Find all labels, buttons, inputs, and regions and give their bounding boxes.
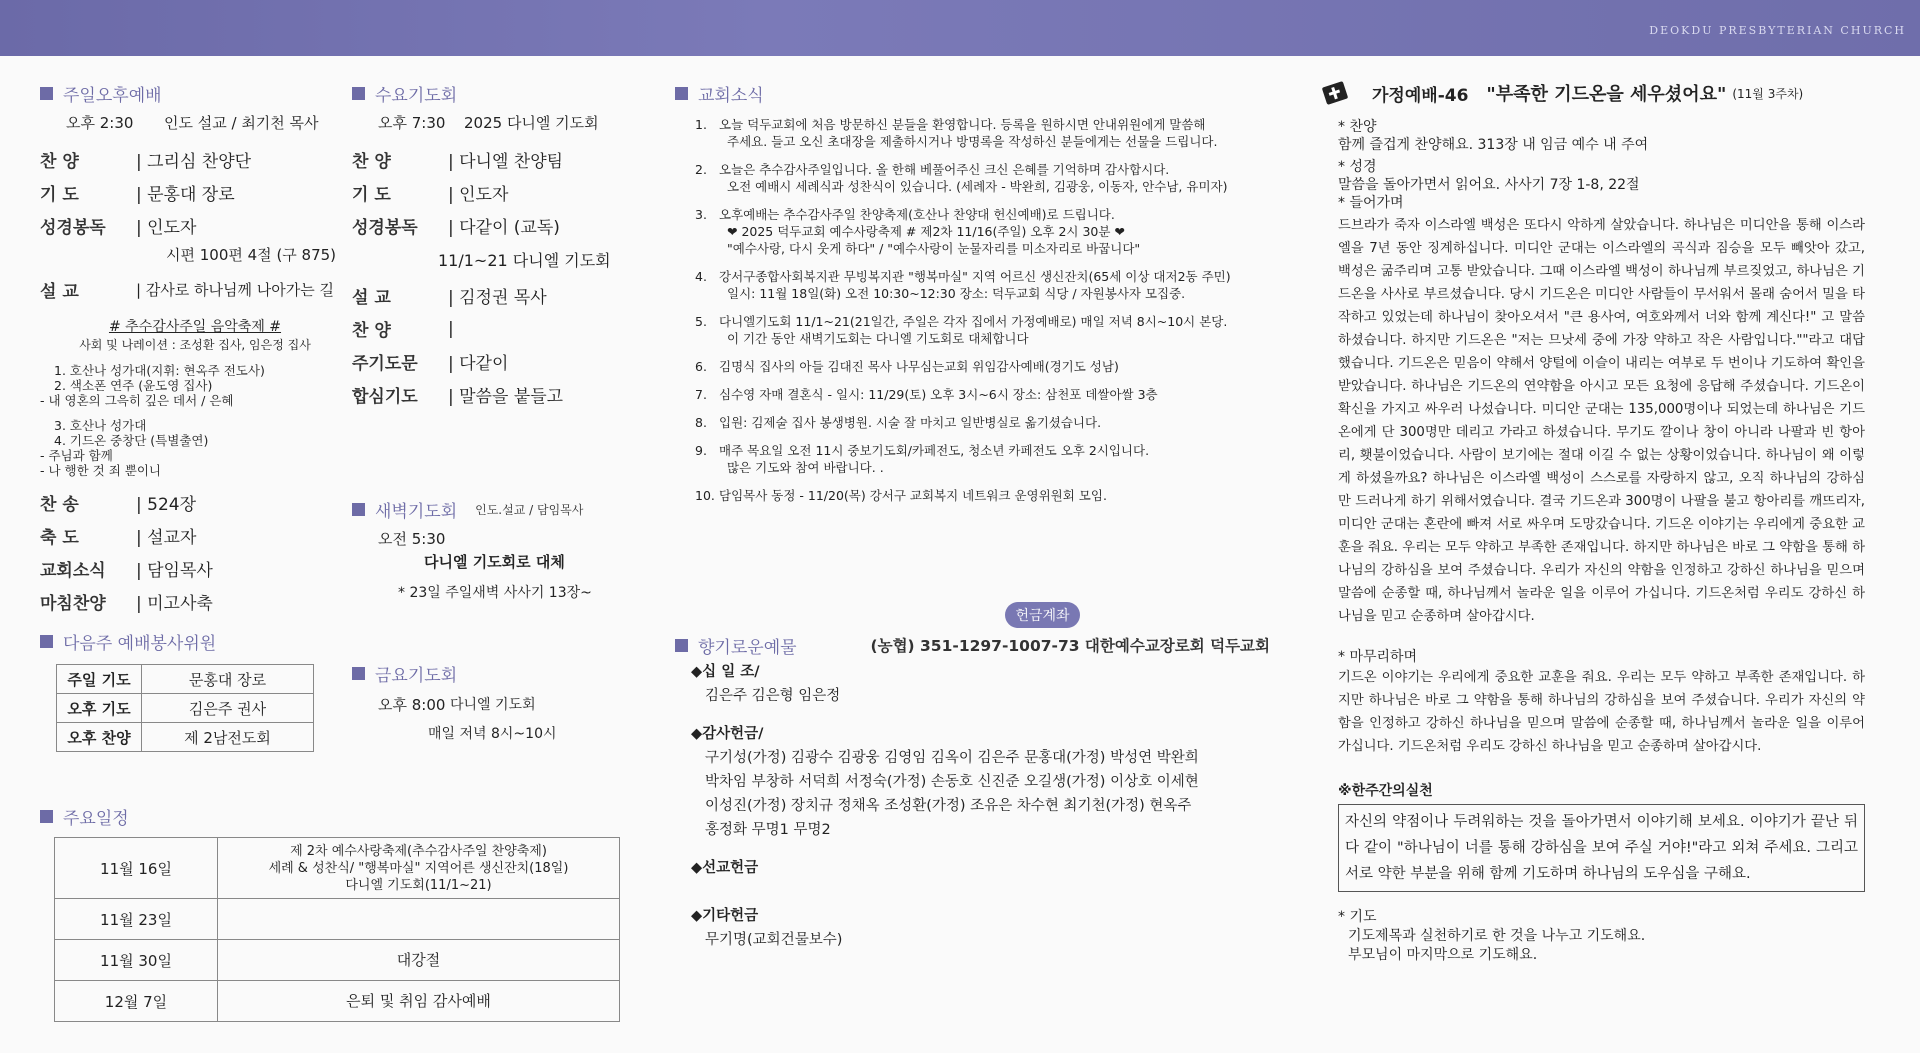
notice-item [695,206,1270,257]
schedule-desc [218,940,620,981]
family-title: 가정예배-46 [1372,85,1469,106]
order-label: 찬 양 [352,152,391,172]
square-icon [675,639,688,652]
offering-heading: ◆십 일 조/ [691,664,760,680]
offering-names: 이성진(가정) 장치규 정채옥 조성환(가정) 조유은 차수현 최기천(가정) 현옥주 [705,798,1192,814]
notice-number: 8. [695,415,707,430]
schedule-date: 12월 7일 [55,981,218,1022]
table-row [55,940,620,981]
order-row [352,279,652,312]
servers-table [56,664,314,752]
schedule-line: 다니엘 기도회(11/1~21) [345,877,492,893]
offering-names: 구기성(가정) 김광수 김광웅 김영임 김옥이 김은주 문홍대(가정) 박성연 박완희 [705,750,1199,766]
notice-number: 7. [695,387,707,402]
schedule-line: 세례 & 성찬식/ "행복마실" 지역어른 생신잔치(18일) [268,860,569,876]
notice-item [695,161,1270,195]
section-header: 다음주 예배봉사위원 [40,630,350,652]
schedule-date: 11월 30일 [55,940,218,981]
service-time: 오후 7:30 [378,114,446,132]
offering-names: 박차임 부창하 서덕희 서정숙(가정) 손동호 신진준 오길생(가정) 이상호 이세현 [705,774,1199,790]
schedule-line: 은퇴 및 취임 감사예배 [346,991,491,1010]
order-row [352,209,652,242]
festival-line [40,408,350,418]
role-name: 오후 찬양 [57,723,142,752]
schedule-line: 대강절 [396,950,441,969]
order-row [352,378,652,411]
order-label: 교회소식 [40,561,106,581]
festival-line: - 주님과 함께 [40,448,113,463]
offering-heading: ◆감사헌금/ [691,726,764,742]
order-row [40,143,350,176]
order-value: | 다니엘 찬양팀 [448,152,564,172]
notice-body [713,313,1227,347]
order-value: | 말씀을 붙들고 [448,387,564,407]
church-name: DEOKDU PRESBYTERIAN CHURCH [1649,24,1906,37]
section-header: 주일오후예배 [40,82,350,104]
notice-number: 3. [695,207,707,222]
offering-group [691,856,1270,880]
notice-body [713,386,1158,403]
notice-line: 심수영 자매 결혼식 - 일시: 11/29(토) 오후 3시~6시 장소: 삼천포 데쌀아쌀 3층 [719,387,1158,402]
order-value: | [448,318,454,339]
square-icon [352,87,365,100]
notice-number: 9. [695,443,707,458]
order-list [352,279,652,411]
server-name: 제 2남전도회 [142,723,314,752]
order-row [40,486,350,519]
notice-list [695,116,1270,504]
top-banner [0,0,1920,56]
order-value: | 인도자 [136,218,197,238]
server-name: 문홍대 장로 [142,665,314,694]
table-row [55,899,620,940]
service-time: 오전 5:30 [378,530,446,548]
notice-item [695,116,1270,150]
festival-title: # 추수감사주일 음악축제 # [108,319,282,335]
notices-section [675,82,1270,515]
order-label: 기 도 [352,185,391,205]
bible-heading: * 성경 [1338,159,1377,175]
order-value: | 그리심 찬양단 [136,152,252,172]
order-value: | 인도자 [448,185,509,205]
praise-text: 함께 즐겁게 찬양해요. 313장 내 임금 예수 내 주여 [1338,137,1649,153]
order-value: | 감사로 하나님께 나아가는 길 [136,281,335,299]
square-icon [40,810,53,823]
bible-text: 말씀을 돌아가면서 읽어요. 사사기 7장 1-8, 22절 [1338,177,1640,193]
table-row [57,694,314,723]
closing-order [40,486,350,618]
offering-heading: ◆기타헌금 [691,908,759,924]
order-label: 찬 양 [352,321,391,341]
notice-line: 일시: 11월 18일(화) 오전 10:30~12:30 장소: 덕두교회 식당 / 자원봉사자 모집중. [727,286,1186,301]
order-label: 합심기도 [352,387,418,407]
notice-item [695,268,1270,302]
notice-line: 오늘은 추수감사주일입니다. 올 한해 베풀어주신 크신 은혜를 기억하며 감사합시다. [719,162,1170,177]
bank-account: (농협) 351-1297-1007-73 대한예수교장로회 덕두교회 [870,637,1270,655]
table-row [57,723,314,752]
section-header: 금요기도회 [352,662,652,684]
notice-line: 김명식 집사의 아들 김대진 목사 나무심는교회 위임감사예배(경기도 성남) [719,359,1119,374]
schedule-desc [218,899,620,940]
service-event: 2025 다니엘 기도회 [464,114,599,132]
offering-names: 무기명(교회건물보수) [705,932,843,948]
role-name: 오후 기도 [57,694,142,723]
square-icon [40,635,53,648]
notice-item [695,358,1270,375]
notice-body [713,206,1140,257]
festival-line: 2. 색소폰 연주 (윤도영 집사) [54,378,213,393]
sunday-pm-section [40,82,350,618]
order-row [352,143,652,176]
notice-body [713,161,1227,195]
notice-number: 1. [695,117,707,132]
order-value: | 다같이 [448,354,509,374]
festival-line: - 내 영혼의 그윽히 깊은 데서 / 은혜 [40,393,234,408]
order-row [40,519,350,552]
schedule-date: 11월 16일 [55,838,218,899]
family-theme: "부족한 기드온을 세우셨어요" [1486,84,1727,105]
schedule-section [40,805,620,1022]
notice-line: 입원: 김제술 집사 봉생병원. 시술 잘 마치고 일반병실로 옮기셨습니다. [719,415,1102,430]
sermon-row [40,273,350,306]
order-label: 설 교 [40,282,79,302]
section-header: 새벽기도회 인도.설교 / 담임목사 [352,498,652,520]
notice-line: 오전 예배시 세례식과 성찬식이 있습니다. (세례자 - 박완희, 김광웅, 이동자, 안수남, 유미자) [727,179,1228,194]
order-row [40,209,350,242]
table-row [55,981,620,1022]
practice-heading: ※한주간의실천 [1338,783,1433,799]
order-value: | 524장 [136,495,197,515]
notice-body [713,268,1231,302]
notice-item [695,386,1270,403]
family-week: (11월 3주차) [1732,86,1804,101]
order-label: 찬 양 [40,152,79,172]
notice-item [695,442,1270,476]
festival-host: 사회 및 나레이션 : 조성환 집사, 임은정 집사 [79,338,311,352]
order-row [40,176,350,209]
notice-line: 오후예배는 추수감사주일 찬양축제(호산나 찬양대 헌신예배)로 드립니다. [719,207,1115,222]
notice-line: 이 기간 동안 새벽기도회는 다니엘 기도회로 대체합니다 [727,331,1029,346]
enter-heading: * 들어가며 [1338,195,1404,211]
section-header: 교회소식 [675,82,1270,104]
notice-body [713,116,1217,150]
festival-line: 3. 호산나 성가대 [54,418,147,433]
order-value: | 미고사축 [136,594,213,614]
dawn-note: * 23일 주일새벽 사사기 13장~ [398,585,592,601]
order-row [352,312,652,345]
service-time: 오후 2:30 [66,114,134,132]
order-value: | 문홍대 장로 [136,185,235,205]
order-label: 기 도 [40,185,79,205]
dawn-line: 다니엘 기도회로 대체 [424,553,565,571]
schedule-desc [218,981,620,1022]
section-header: 수요기도회 [352,82,652,104]
notice-number: 4. [695,269,707,284]
friday-line2: 매일 저녁 8시~10시 [428,726,557,742]
dawn-section [352,498,652,602]
practice-box: 자신의 약점이나 두려워하는 것을 돌아가면서 이야기해 보세요. 이야기가 끝난 뒤 다 같이 "하나님이 너를 통해 강하심을 보여 주실 거야!"라고 외쳐 주세요. 그리고 서로 약한 부분을 위해 함께 기도하며 하나님의 도우심을 구해요. [1338,804,1865,892]
prayer-line1: 기도제목과 실천하기로 한 것을 나누고 기도해요. [1348,928,1646,944]
order-value: | 다같이 (교독) [448,218,560,238]
offering-names: 김은주 김은형 임은정 [705,688,841,704]
reading-note: 11/1~21 다니엘 기도회 [438,251,611,270]
order-row [352,176,652,209]
notice-body [713,442,1149,476]
offering-list [691,660,1270,952]
festival-line: 4. 기드온 중창단 (특별출연) [54,433,209,448]
order-label: 찬 송 [40,495,79,515]
notice-body [713,414,1101,431]
notice-item [695,487,1270,504]
notice-line: 매주 목요일 오전 11시 중보기도회/카페전도, 청소년 카페전도 오후 2시입니다. [719,443,1150,458]
order-label: 축 도 [40,528,79,548]
square-icon [352,503,365,516]
notice-line: 담임목사 동정 - 11/20(목) 강서구 교회복지 네트워크 운영위원회 모임. [719,488,1107,503]
schedule-desc [218,838,620,899]
order-list [40,143,350,242]
festival-line: 1. 호산나 성가대(지휘: 현옥주 전도사) [54,363,265,378]
dawn-leader: 인도.설교 / 담임목사 [475,502,584,517]
notice-item [695,313,1270,347]
order-row [40,585,350,618]
festival-line: - 나 행한 것 죄 뿐이니 [40,463,161,478]
friday-section [352,662,652,743]
notice-line: 많은 기도와 참여 바랍니다. . [727,460,884,475]
table-row [57,665,314,694]
scripture-ref: 시편 100편 4절 (구 875) [166,246,337,264]
order-label: 마침찬양 [40,594,106,614]
order-list [352,143,652,242]
prayer-heading: * 기도 [1338,909,1377,925]
section-header: 주요일정 [40,805,620,827]
bible-icon [1320,78,1354,108]
order-row [352,345,652,378]
square-icon [352,667,365,680]
order-label: 설 교 [352,288,391,308]
server-name: 김은주 권사 [142,694,314,723]
notice-line: "예수사랑, 다시 웃게 하다" / "예수사랑이 눈물자리를 미소자리로 바꿉니다" [727,241,1141,256]
offering-names: 홍정화 무명1 무명2 [705,822,831,838]
notice-line: 다니엘기도회 11/1~21(21일간, 주일은 각자 집에서 가정예배로) 매일 저녁 8시~10시 본당. [719,314,1228,329]
notice-line: 주세요. 들고 오신 초대장을 제출하시거나 방명록을 작성하신 분들에게는 선물을 드립니다. [727,134,1218,149]
account-pill: 헌금계좌 [1005,602,1079,628]
notice-number: 5. [695,314,707,329]
notice-line: ❤ 2025 덕두교회 예수사랑축제 # 제2차 11/16(주일) 오후 2시 30분 ❤ [727,224,1125,239]
schedule-line: 제 2차 예수사랑축제(추수감사주일 찬양축제) [290,843,547,859]
wednesday-section [352,82,652,411]
friday-line1: 다니엘 기도회 [450,697,536,713]
role-name: 주일 기도 [57,665,142,694]
enter-text: 드브라가 죽자 이스라엘 백성은 또다시 악하게 살았습니다. 하나님은 미디안을 통해 이스라엘을 7년 동안 징계하십니다. 미디안 군대는 이스라엘의 곡식과 짐승을 모두 빼앗아 갔고, 백성은 굶주리며 고통 받았습니다. 그때 이스라엘 백성이 하나님께 부르짖었고, 하나님은 기드온을 사사로 부르셨습니다. 당시 기드온은 미디안 사람들이 무서워서 몰래 숨어서 밀을 타작하고 있었는데 하나님이 찾아오셔서 "큰 용사여, 여호와께서 너와 함께 계신다!" 고 말씀하셨습니다. 하지만 기드온은 "저는 므낫세 중에 가장 약하고 작은 사람입니다.""라고 대답했습니다. 기드온은 믿음이 약해서 양털에 이슬이 내리는 여부로 두 번이나 기도하여 확인을 받았습니다. 하나님은 기드온의 연약함을 아시고 모든 요청에 응답해 주셨습니다. 기드온이 확신을 가지고 싸우러 나섰습니다. 미디안 군대는 135,000명이나 되었는데 하나님은 기드온에게 단 300명만 데리고 가라고 하셨습니다. 무기도 깔이나 창이 아니라 나팔과 빈 항아리, 횃불이었습니다. 사람이 보기에는 절대 이길 수 없는 상황이었습니다. 하나님이 왜 이렇게 하셨을까요? 하나님은 이스라엘 백성이 스스로를 자랑하지 않고, 오직 하나님의 강하심만 드러나게 하기 위해서였습니다. 결국 기드온과 300명이 나팔을 불고 항아리를 깨뜨리자, 미디안 군대는 혼란에 빠져 서로 싸우며 도망갔습니다. 기드온 이야기는 우리에게 중요한 교훈을 줘요. 우리는 모두 약하고 부족한 존재입니다. 하지만 하나님은 바로 그 약함을 통해 하나님의 강하심을 보여 주셨습니다. 우리가 자신의 약함을 인정하고 강하신 하나님을 믿으며 말씀에 순종할 때, 하나님께서 놀라운 일을 이루어 가십니다. 기드온처럼 우리도 강하신 하나님을 믿고 순종하며 살아갑시다. [1338,218,1865,624]
service-time: 오후 8:00 [378,696,446,714]
square-icon [40,87,53,100]
notice-body [713,358,1119,375]
order-value: | 담임목사 [136,561,213,581]
offering-section [675,602,1270,966]
notice-number: 6. [695,359,707,374]
next-week-section [40,630,350,752]
family-worship-section [1320,78,1865,965]
offering-heading: ◆선교헌금 [691,860,759,876]
order-label: 주기도문 [352,354,418,374]
notice-line: 강서구종합사회복지관 무빙복지관 "행복마실" 지역 어르신 생신잔치(65세 이상 대저2동 주민) [719,269,1231,284]
schedule-date: 11월 23일 [55,899,218,940]
festival-program [40,363,350,478]
offering-group [691,722,1270,842]
close-heading: * 마무리하며 [1338,649,1418,665]
square-icon [675,87,688,100]
notice-number: 10. [695,488,715,503]
notice-item [695,414,1270,431]
prayer-line2: 부모님이 마지막으로 기도해요. [1348,947,1538,963]
close-text: 기드온 이야기는 우리에게 중요한 교훈을 줘요. 우리는 모두 약하고 부족한 존재입니다. 하지만 하나님은 바로 그 약함을 통해 하나님의 강하심을 보여 주셨습니다. 우리가 자신의 약함을 인정하고 강하신 하나님을 믿으며 말씀에 순종할 때, 하나님께서 놀라운 일을 이루어 가십니다. 기드온처럼 우리도 강하신 하나님을 믿고 순종하며 살아갑시다. [1338,670,1865,754]
schedule-table [54,837,620,1022]
order-label: 성경봉독 [352,218,418,238]
order-value: | 설교자 [136,528,197,548]
offering-group [691,904,1270,952]
order-label: 성경봉독 [40,218,106,238]
section-header: 향기로운예물 [675,634,797,656]
offering-group [691,660,1270,708]
notice-body [713,487,1107,504]
praise-heading: * 찬양 [1338,119,1377,135]
order-value: | 김정권 목사 [448,288,547,308]
service-leader: 인도 설교 / 최기천 목사 [164,114,319,132]
notice-line: 오늘 덕두교회에 처음 방문하신 분들을 환영합니다. 등록을 원하시면 안내위원에게 말씀해 [719,117,1206,132]
notice-number: 2. [695,162,707,177]
order-row [40,552,350,585]
table-row [55,838,620,899]
